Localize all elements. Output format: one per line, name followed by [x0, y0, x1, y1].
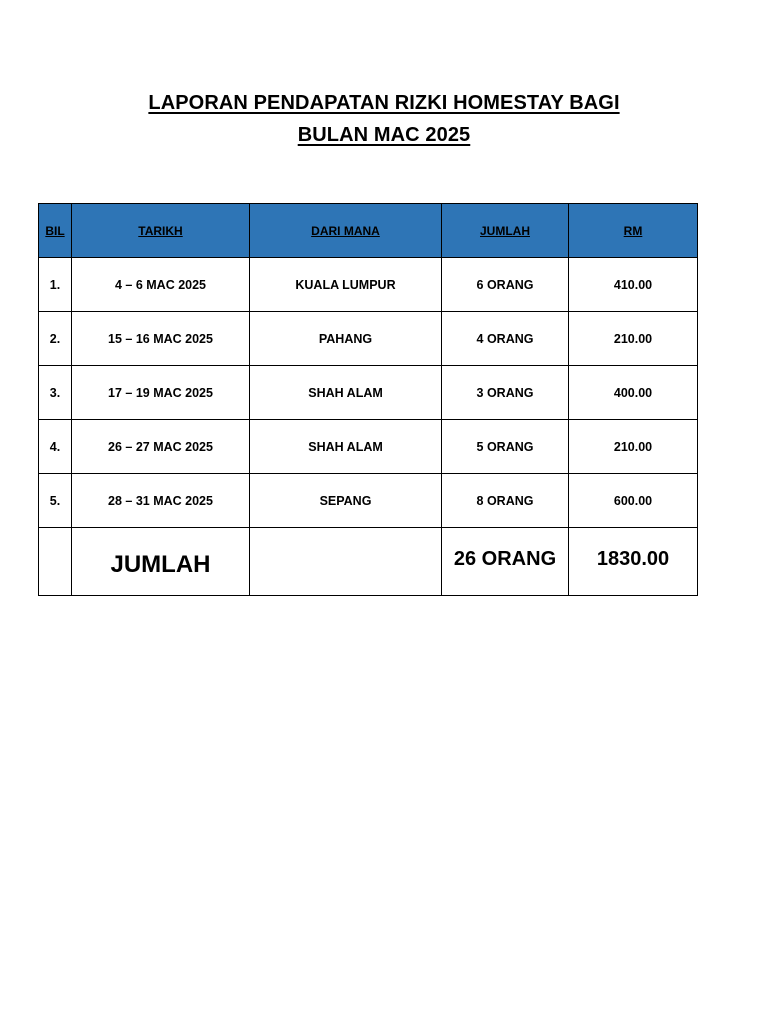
cell-jumlah: 8 ORANG: [442, 474, 569, 528]
table-row: [39, 312, 698, 366]
cell-rm: 410.00: [569, 258, 698, 312]
header-bil: BIL: [39, 204, 72, 258]
cell-tarikh: 17 – 19 MAC 2025: [72, 366, 250, 420]
report-title-line1: LAPORAN PENDAPATAN RIZKI HOMESTAY BAGI: [148, 92, 620, 114]
cell-dari-mana: PAHANG: [250, 312, 442, 366]
cell-dari-mana: SHAH ALAM: [250, 366, 442, 420]
cell-jumlah: 5 ORANG: [442, 420, 569, 474]
cell-total-dari-mana-empty: [250, 528, 442, 596]
cell-tarikh: 4 – 6 MAC 2025: [72, 258, 250, 312]
total-jumlah: 26 ORANG: [442, 528, 569, 596]
cell-dari-mana: SHAH ALAM: [250, 420, 442, 474]
header-jumlah: JUMLAH: [442, 204, 569, 258]
table-row: [39, 420, 698, 474]
cell-jumlah: 4 ORANG: [442, 312, 569, 366]
cell-rm: 210.00: [569, 420, 698, 474]
report-title-line2: BULAN MAC 2025: [297, 124, 471, 146]
total-label: JUMLAH: [72, 528, 250, 596]
cell-bil: 4.: [39, 420, 72, 474]
table-header-row: [39, 204, 698, 258]
total-rm: 1830.00: [569, 528, 698, 596]
cell-rm: 600.00: [569, 474, 698, 528]
cell-dari-mana: KUALA LUMPUR: [250, 258, 442, 312]
cell-tarikh: 15 – 16 MAC 2025: [72, 312, 250, 366]
table-row: [39, 258, 698, 312]
cell-bil: 1.: [39, 258, 72, 312]
cell-rm: 400.00: [569, 366, 698, 420]
income-report-table: [38, 203, 698, 596]
header-rm: RM: [569, 204, 698, 258]
cell-dari-mana: SEPANG: [250, 474, 442, 528]
cell-jumlah: 3 ORANG: [442, 366, 569, 420]
cell-tarikh: 28 – 31 MAC 2025: [72, 474, 250, 528]
cell-rm: 210.00: [569, 312, 698, 366]
cell-bil: 3.: [39, 366, 72, 420]
header-dari-mana: DARI MANA: [250, 204, 442, 258]
total-row: [39, 528, 698, 596]
table-row: [39, 366, 698, 420]
table-row: [39, 474, 698, 528]
cell-total-bil-empty: [39, 528, 72, 596]
cell-bil: 2.: [39, 312, 72, 366]
cell-tarikh: 26 – 27 MAC 2025: [72, 420, 250, 474]
header-tarikh: TARIKH: [72, 204, 250, 258]
cell-jumlah: 6 ORANG: [442, 258, 569, 312]
cell-bil: 5.: [39, 474, 72, 528]
